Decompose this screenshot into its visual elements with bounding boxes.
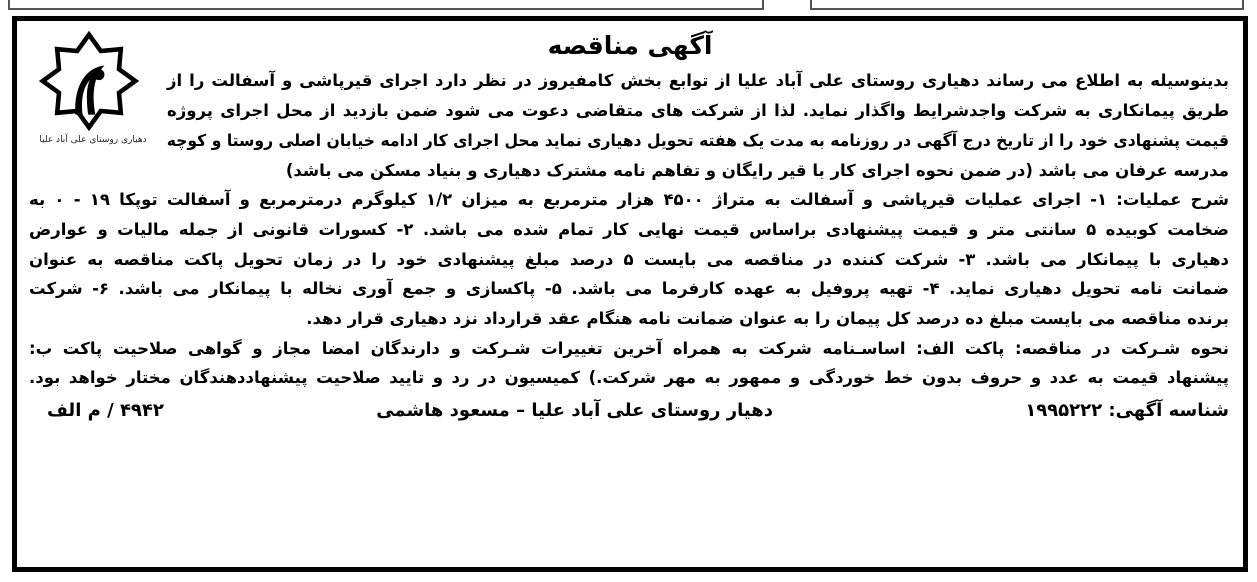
notice-title: آگهی مناقصه (547, 31, 713, 60)
body-line: قیمت پشنهادی خود را از تاریخ درج آگهی در روزنامه به مدت یک هفته تحویل دهیاری نماید محل اجرای کار ادامه خیابان اصلی روستا و کوچه (166, 131, 1229, 150)
ad-reference: ۴۹۴۲ / م الف (47, 400, 164, 421)
body-line: بدینوسیله به اطلاع می رساند دهیاری روستای علی آباد علیا از توابع بخش کامفیروز در نظر دارد اجرای قیرپاشی و آسفالت را از (167, 71, 1229, 90)
tender-notice (12, 16, 1248, 572)
adjacent-ad-box-right (810, 0, 1244, 10)
body-line: دهیاری با پیمانکار می باشد. ۳- شرکت کننده در مناقصه می بایست ۵ درصد مبلغ پیشنهادی خود را در زمان تحویل پاکت مناقصه به عنوان (29, 250, 1229, 269)
body-line: ضمانت نامه تحویل دهیاری نماید. ۴- تهیه پروفیل به عهده کارفرما می باشد. ۵- پاکسازی و جمع آوری نخاله با پیمانکار می باشد. ۶- شرکت (29, 279, 1229, 298)
adjacent-ad-box-left (8, 0, 764, 10)
body-line: پیشنهاد قیمت به عدد و حروف بدون خط خوردگی و ممهور به مهر شرکت.) کمیسیون در رد و تایید صلاحیت پیشنهاددهندگان مختار خواهد بود. (29, 368, 1229, 387)
signer: دهیار روستای علی آباد علیا – مسعود هاشمی (376, 400, 773, 421)
body-line: شرح عملیات: ۱- اجرای عملیات قیرپاشی و آسفالت به متراژ ۴۵۰۰ هزار مترمربع به میزان ۱/۲ کیلوگرم درمترمربع و آسفالت توپکا ۱۹ - ۰ به (29, 190, 1230, 209)
notice-footer (17, 399, 1243, 429)
body-line: ضخامت کوبیده ۵ سانتی متر و قیمت پیشنهادی براساس قیمت نهایی کار تمام شده می باشد. ۲- کسورات قانونی از جمله مالیات و عوارض (29, 220, 1229, 239)
body-line: نحوه شـرکت در مناقصه: پاکت الف: اساسـنامه شرکت به همراه آخرین تغییرات شـرکت و دارندگان امضا مجاز و گواهی صلاحیت پاکت ب: (29, 339, 1229, 358)
village-council-logo-icon (39, 31, 139, 131)
body-line: مدرسه عرفان می باشد (در ضمن نحوه اجرای کار با قیر رایگان و تفاهم نامه مشترک دهیاری و بنیاد مسکن می باشد) (285, 161, 1229, 180)
body-line: طریق پیمانکاری به شرکت واجدشرایط واگذار نماید. لذا از شرکت های متقاضی دعوت می شود ضمن بازدید از محل اجرای پروژه (167, 101, 1229, 120)
logo-caption: دهیاری روستای علی آباد علیا (39, 135, 147, 145)
body-line: برنده مناقصه می بایست مبلغ ده درصد کل پیمان را به عنوان ضمانت نامه هنگام عقد قرارداد نزد دهیاری قرار دهد. (306, 309, 1229, 328)
ad-id: شناسه آگهی: ۱۹۹۵۲۲۲ (1025, 400, 1229, 421)
